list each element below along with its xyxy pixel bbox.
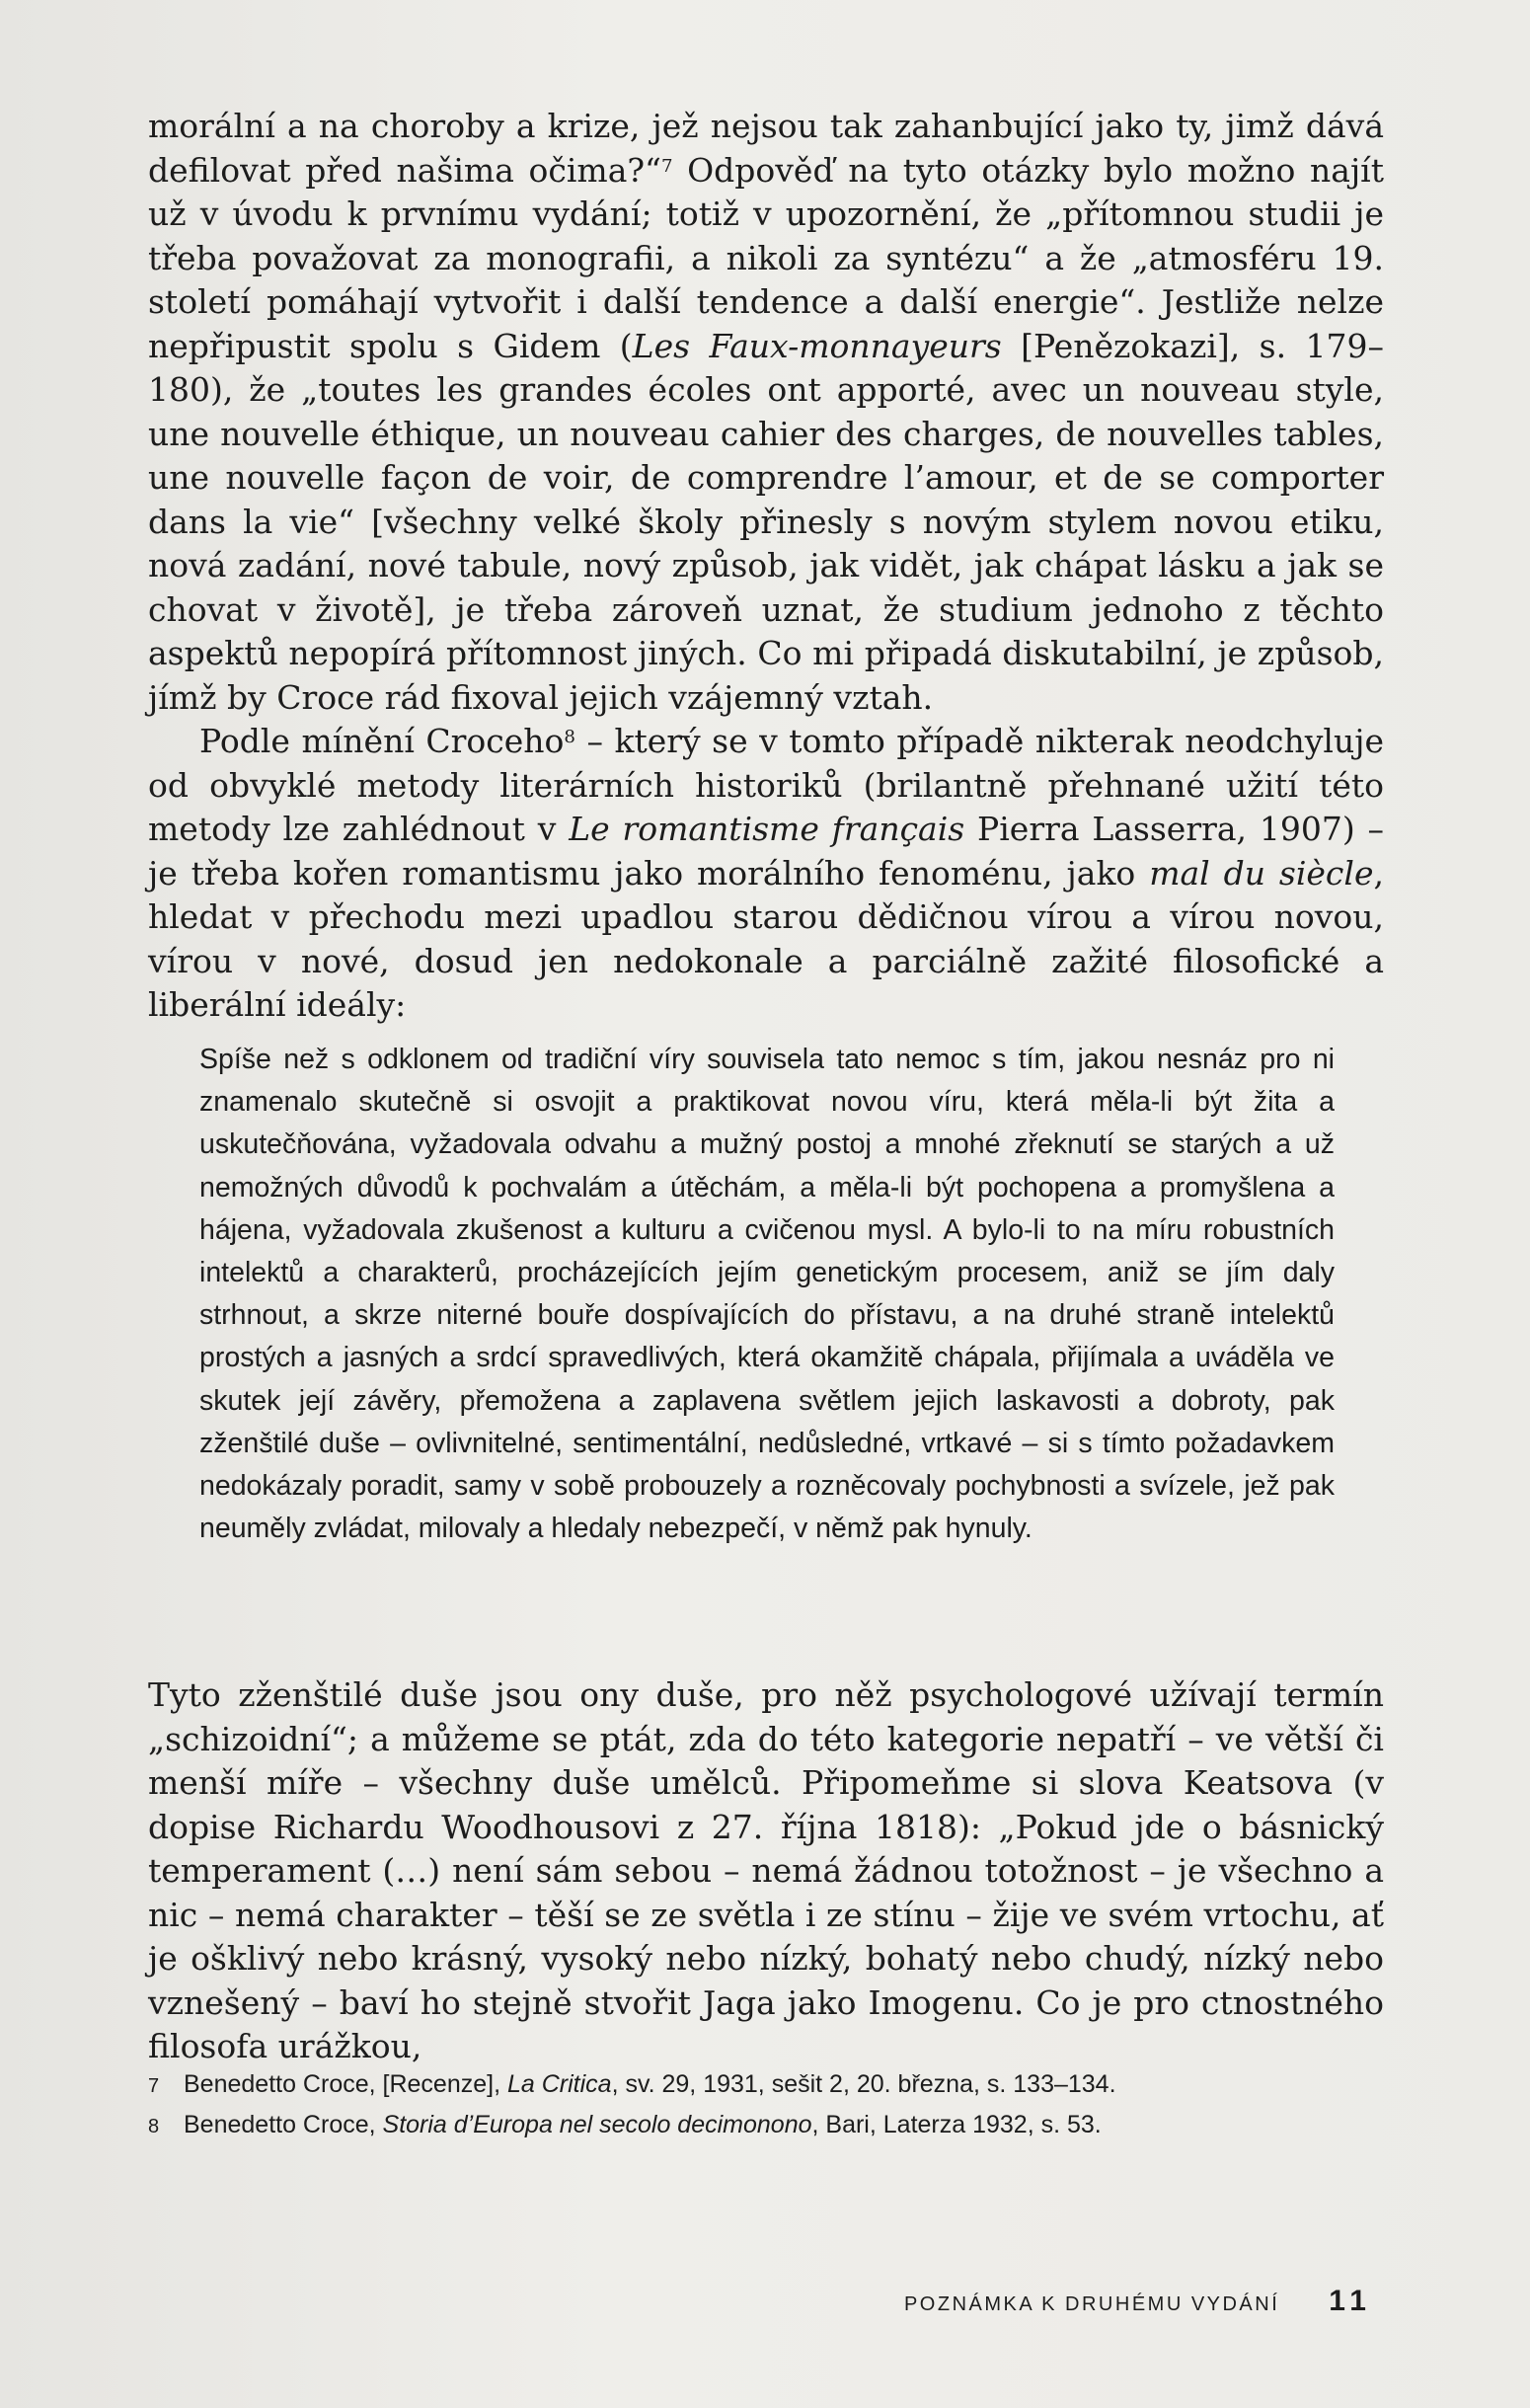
footnotes [148, 2065, 1384, 2146]
paragraph-continuation: morální a na choroby a krize, jež nejsou tak zahanbující jako ty, jimž dává defilovat před našima očima?“$^7$ Odpověď na tyto otázky bylo možno najít už v úvodu k prvnímu vydání; totiž v upozornění, že „přítomnou studii je třeba považovat za monografii, a nikoli za syntézu“ a že „atmosféru 19. století pomáhají vytvořit i další tendence a další energie“. Jestliže nelze nepřipustit spolu s Gidem (Les Faux-monnayeurs [Penězokazi], s. 179–180), že „toutes les grandes écoles ont apporté, avec un nouveau style, une nouvelle éthique, un nouveau cahier des charges, de nouvelles tables, une nouvelle façon de voir, de comprendre l’amour, et de se comporter dans la vie“ [všechny velké školy přinesly s novým stylem novou etiku, nová zadání, nové tabule, nový způsob, jak vidět, jak chápat lásku a jak se chovat v životě], je třeba zároveň uznat, že studium jednoho z těchto aspektů nepopírá přítomnost jiných. Co mi připadá diskutabilní, je způsob, jímž by Croce rád fixoval jejich vzájemný vztah. [148, 107, 1384, 717]
body-text-top [148, 105, 1384, 1028]
paragraph-schizoid: Tyto zženštilé duše jsou ony duše, pro něž psychologové užívají termín „schizoidní“; a můžeme se ptát, zda do této kategorie nepatří – ve větší či menší míře – všechny duše umělců. Připomeňme si slova Keatsova (v dopise Richardu Woodhousovi z 27. října 1818): „Pokud jde o básnický temperament (…) není sám sebou – nemá žádnou totožnost – je všechno a nic – nemá charakter – těší se ze světla i ze stínu – žije ve svém vrtochu, ať je ošklivý nebo krásný, vysoký nebo nízký, bohatý nebo chudý, nízký nebo vznešený – baví ho stejně stvořit Jaga jako Imogenu. Co je pro ctnostného filosofa urážkou, [148, 1675, 1384, 2065]
term-italic: mal du siècle [1149, 853, 1374, 893]
book-title-italic: Le romantisme français [569, 810, 965, 848]
footnote-7: 7 Benedetto Croce, [Recenze], La Critica, sv. 29, 1931, sešit 2, 20. března, s. 133–134. [148, 2065, 1384, 2106]
page-number: 11 [1329, 2285, 1372, 2317]
running-footer [904, 2285, 1372, 2318]
footnote-ref-8: 8 [564, 727, 575, 748]
book-title-italic: Les Faux-monnayeurs [632, 326, 1002, 365]
running-title: POZNÁMKA K DRUHÉMU VYDÁNÍ [903, 2293, 1280, 2315]
quote-text: Spíše než s odklonem od tradiční víry souvisela tato nemoc s tím, jakou nesnáz pro ni znamenalo skutečně si osvojit a praktikovat novou víru, která měla-li být žita a uskutečňována, vyžadovala odvahu a mužný postoj a mnohé zřeknutí se starých a už nemožných důvodů k pochvalám a útěchám, a měla-li být pochopena a promyšlena a hájena, vyžadovala zkušenost a kulturu a cvičenou mysl. A bylo-li to na míru robustních intelektů a charakterů, procházejících jejím genetickým procesem, aniž se jím daly strhnout, a skrze niterné bouře dospívajících do přístavu, a na druhé straně intelektů prostých a jasných a srdcí spravedlivých, která okamžitě chápala, přijímala a uváděla ve skutek její závěry, přemožena a zaplavena světlem jejich laskavosti a dobroty, pak zženštilé duše – ovlivnitelné, sentimentální, nedůsledné, vrtkavé – si s tímto požadavkem nedokázaly poradit, samy v sobě probouzely a rozněcovaly pochybnosti a svízele, jež pak neuměly zvládat, milovaly a hledaly nebezpečí, v němž pak hynuly. [199, 1044, 1335, 1545]
body-text-bottom [148, 1673, 1384, 2069]
footnote-number: 8 [148, 2116, 160, 2137]
footnote-8: 8 Benedetto Croce, Storia d’Europa nel secolo decimonono, Bari, Laterza 1932, s. 53. [148, 2106, 1384, 2146]
paragraph-croce: Podle mínění Croceho$^8$ – který se v tomto případě nikterak neodchyluje od obvyklé metody literárních historiků (brilantně přehnané užití této metody lze zahlédnout v Le romantisme français Pierra Lasserra, 1907) – je třeba kořen romantismu jako morálního fenoménu, jako mal du siècle, hledat v přechodu mezi upadlou starou dědičnou vírou a vírou novou, vírou v nové, dosud jen nedokonale a parciálně zažité filosofické a liberální ideály: [148, 722, 1385, 1024]
footnote-ref-7: 7 [660, 155, 673, 177]
block-quote [199, 1039, 1335, 1550]
footnote-number: 7 [148, 2075, 160, 2097]
